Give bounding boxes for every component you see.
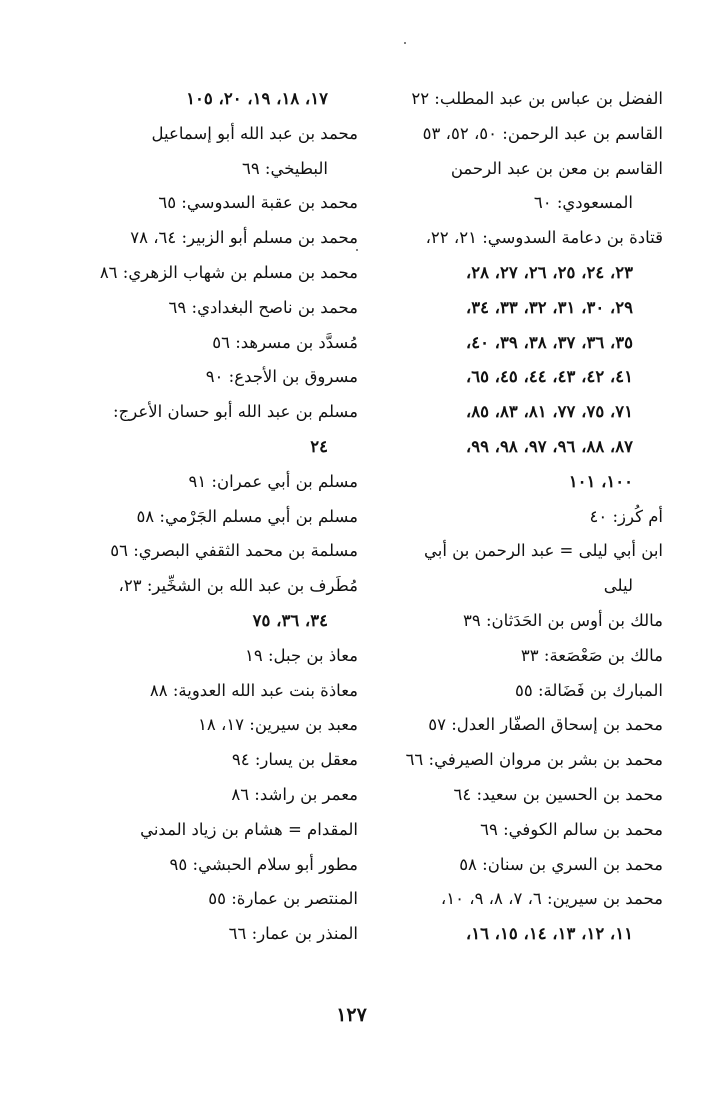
index-entry: مسلم بن أبي مسلم الجَرْمي: ٥٨ <box>136 506 358 526</box>
index-entry: ٣٤، ٣٦، ٧٥ <box>252 610 328 630</box>
index-entry: معبد بن سيرين: ١٧، ١٨ <box>198 715 358 735</box>
index-entry: محمد بن عقبة السدوسي: ٦٥ <box>158 193 358 213</box>
index-entry: قتادة بن دعامة السدوسي: ٢١، ٢٢، <box>425 228 663 248</box>
index-entry: البطيخي: ٦٩ <box>241 158 328 178</box>
index-entry: ١٠٠، ١٠١ <box>568 471 633 491</box>
index-entry: ٣٥، ٣٦، ٣٧، ٣٨، ٣٩، ٤٠، <box>465 332 633 352</box>
index-entry: مسلم بن أبي عمران: ٩١ <box>188 471 358 491</box>
index-column-right <box>373 82 663 952</box>
index-entry: مُطَرف بن عبد الله بن الشخِّير: ٢٣، <box>118 576 358 596</box>
index-entry: محمد بن السري بن سنان: ٥٨ <box>459 854 663 874</box>
paper-speck <box>404 42 406 44</box>
index-entry: ٢٣، ٢٤، ٢٥، ٢٦، ٢٧، ٢٨، <box>465 262 633 282</box>
index-entry: القاسم بن معن بن عبد الرحمن <box>450 158 663 178</box>
index-entry: ١٧، ١٨، ١٩، ٢٠، ١٠٥ <box>186 89 328 108</box>
index-entry: محمد بن سالم الكوفي: ٦٩ <box>480 819 663 839</box>
index-entry: ٢٩، ٣٠، ٣١، ٣٢، ٣٣، ٣٤، <box>465 297 633 317</box>
index-entry: المبارك بن فَضَالة: ٥٥ <box>514 680 663 700</box>
index-entry: المنتصر بن عمارة: ٥٥ <box>208 889 358 909</box>
index-entry: محمد بن الحسين بن سعيد: ٦٤ <box>453 784 663 804</box>
index-entry: أم كُرز: ٤٠ <box>589 506 663 526</box>
index-entry: مالك بن أوس بن الحَدَثان: ٣٩ <box>463 610 663 630</box>
index-entry: محمد بن ناصح البغدادي: ٦٩ <box>168 297 358 317</box>
index-entry: محمد بن بشر بن مروان الصيرفي: ٦٦ <box>405 750 663 770</box>
index-entry: القاسم بن عبد الرحمن: ٥٠، ٥٢، ٥٣ <box>422 123 663 143</box>
index-entry: مسروق بن الأجدع: ٩٠ <box>205 367 358 387</box>
index-entry: معاذة بنت عبد الله العدوية: ٨٨ <box>149 680 358 700</box>
index-entry: المسعودي: ٦٠ <box>533 193 633 213</box>
index-entry: مالك بن صَعْصَعة: ٣٣ <box>520 645 663 665</box>
index-entry: مطور أبو سلام الحبشي: ٩٥ <box>169 854 358 874</box>
index-entry: محمد بن سيرين: ٦، ٧، ٨، ٩، ١٠، <box>440 889 663 909</box>
index-entry: ٤١، ٤٢، ٤٣، ٤٤، ٤٥، ٦٥، <box>465 367 633 387</box>
page-number: ١٢٧ <box>336 1004 367 1026</box>
index-entry: ليلى <box>603 576 633 596</box>
index-entry: المقدام = هشام بن زياد المدني <box>140 819 358 839</box>
index-entry: محمد بن مسلم أبو الزبير: ٦٤، ٧٨ <box>130 228 358 248</box>
index-entry: مسلم بن عبد الله أبو حسان الأعرج: <box>113 402 358 422</box>
index-entry: معقل بن يسار: ٩٤ <box>231 750 358 770</box>
index-entry: محمد بن إسحاق الصفّار العدل: ٥٧ <box>428 715 663 735</box>
index-entry: مُسدَّد بن مسرهد: ٥٦ <box>212 332 358 352</box>
index-column-left <box>68 82 358 952</box>
paper-speck <box>356 249 358 251</box>
index-entry: محمد بن عبد الله أبو إسماعيل <box>151 123 358 143</box>
index-entry: معمر بن راشد: ٨٦ <box>231 784 358 804</box>
index-entry: مسلمة بن محمد الثقفي البصري: ٥٦ <box>110 541 358 561</box>
index-entry: الفضل بن عباس بن عبد المطلب: ٢٢ <box>411 89 663 108</box>
index-entry: المنذر بن عمار: ٦٦ <box>228 924 358 944</box>
index-entry: ٧١، ٧٥، ٧٧، ٨١، ٨٣، ٨٥، <box>465 402 633 422</box>
index-entry: محمد بن مسلم بن شهاب الزهري: ٨٦ <box>99 262 358 282</box>
index-entry: ١١، ١٢، ١٣، ١٤، ١٥، ١٦، <box>465 924 633 944</box>
index-entry: ٨٧، ٨٨، ٩٦، ٩٧، ٩٨، ٩٩، <box>465 436 633 456</box>
index-entry: ابن أبي ليلى = عبد الرحمن بن أبي <box>423 541 663 561</box>
index-entry: معاذ بن جبل: ١٩ <box>244 645 358 665</box>
index-entry: ٢٤ <box>310 436 328 456</box>
